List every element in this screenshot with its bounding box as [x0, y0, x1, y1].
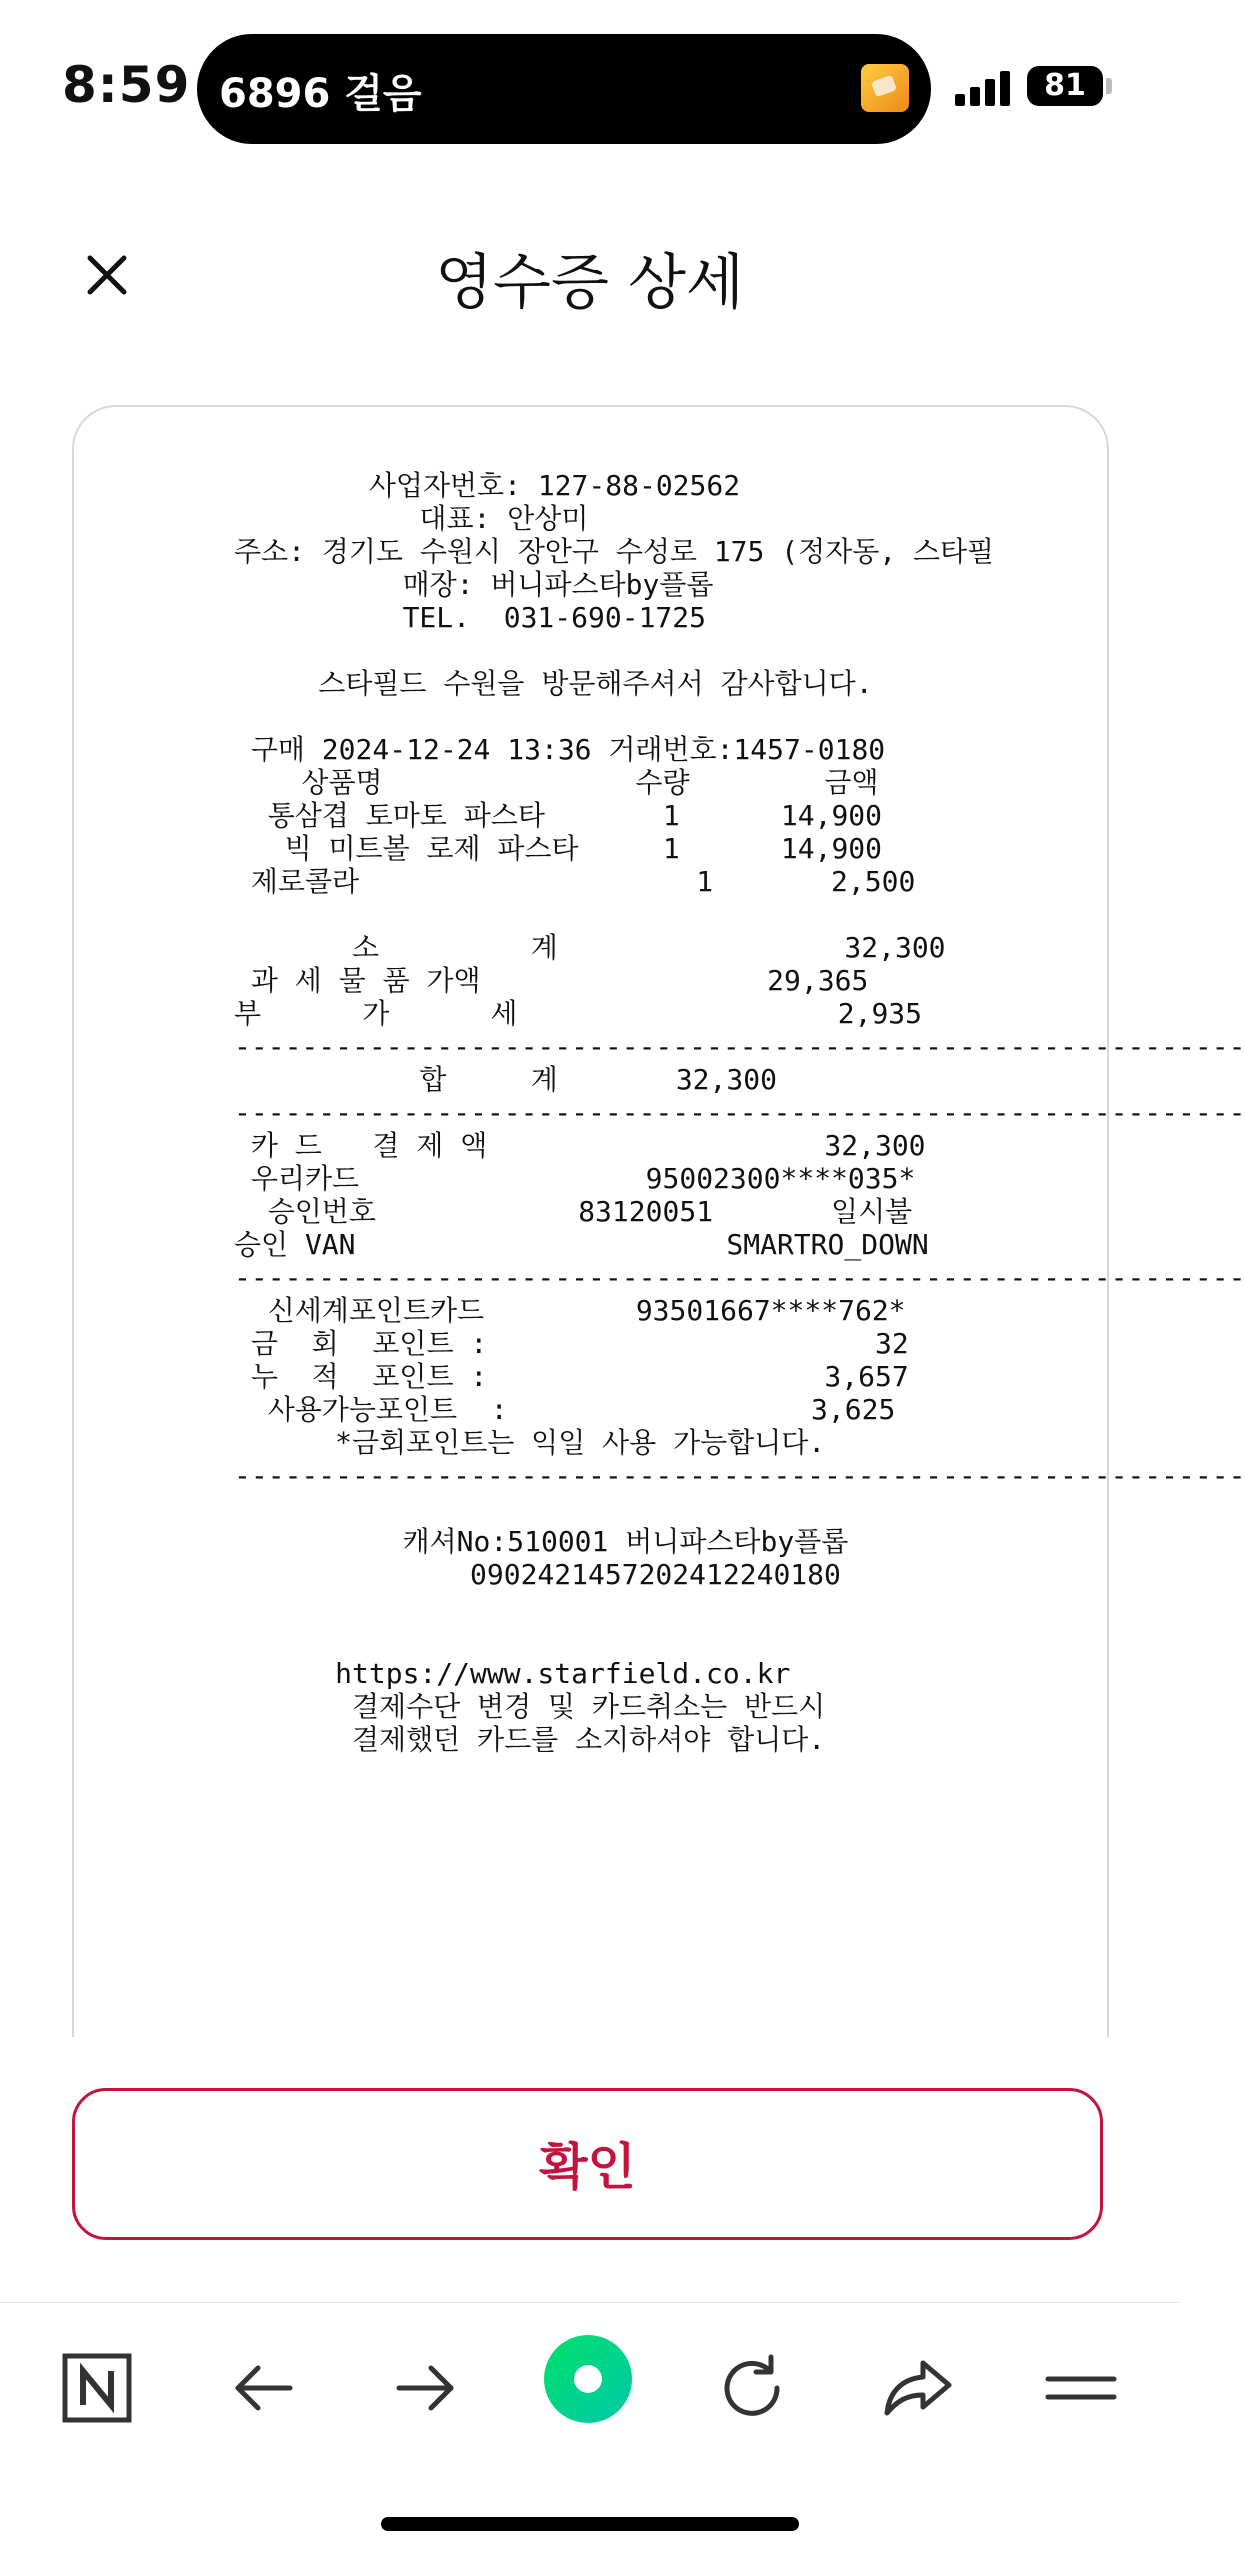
receipt-line: 통삼겹 토마토 파스타 1 14,900	[234, 799, 883, 832]
receipt-line: 카 드 결 제 액 32,300	[234, 1129, 926, 1162]
receipt-line: 사용가능포인트 : 3,625	[234, 1393, 896, 1426]
receipt-line: 매장: 버니파스타by플롭	[234, 568, 714, 601]
back-button[interactable]	[218, 2343, 308, 2433]
receipt-line: 금 회 포인트 : 32	[234, 1327, 909, 1360]
hamburger-menu-icon	[1036, 2343, 1126, 2433]
receipt-divider: ------------------------------------------------------------	[234, 1030, 1245, 1063]
receipt-divider: ------------------------------------------------------------	[234, 1459, 1245, 1492]
naver-n-icon	[52, 2343, 142, 2433]
battery-cap	[1106, 78, 1112, 94]
receipt-line: 소 계 32,300	[234, 931, 946, 964]
green-dot-button[interactable]	[542, 2333, 634, 2425]
receipt-line: TEL. 031-690-1725	[234, 601, 707, 634]
confirm-button[interactable]: 확인	[72, 2088, 1103, 2240]
receipt-line: 결제수단 변경 및 카드취소는 반드시	[234, 1690, 826, 1723]
receipt-line: 090242145720241224018​0	[234, 1558, 841, 1591]
receipt-divider: ------------------------------------------------------------	[234, 1261, 1245, 1294]
step-count: 6896 걸음	[219, 71, 422, 117]
share-icon	[873, 2343, 963, 2433]
green-circle-icon	[542, 2333, 634, 2425]
signal-icon	[955, 68, 1015, 106]
reload-icon	[707, 2343, 797, 2433]
reload-button[interactable]	[707, 2343, 797, 2433]
receipt-line: 합 계 32,300	[234, 1063, 777, 1096]
page-title: 영수증 상세	[435, 248, 744, 318]
receipt-text	[234, 469, 1245, 1756]
receipt-line	[234, 1492, 944, 1525]
receipt-line	[234, 634, 944, 667]
receipt-card[interactable]	[72, 405, 1245, 2037]
receipt-line: 사업자번호: 127-88-02562	[234, 469, 741, 502]
receipt-line: *금회포인트는 익일 사용 가능합니다.	[234, 1426, 826, 1459]
dynamic-island[interactable]	[197, 34, 931, 144]
receipt-line	[234, 700, 944, 733]
activity-app-icon	[861, 64, 909, 112]
receipt-line: 승인번호 83120051 일시불	[234, 1195, 913, 1228]
share-button[interactable]	[873, 2343, 963, 2433]
receipt-line: 승인 VAN SMARTRO_DOWN	[234, 1228, 929, 1261]
receipt-line: 누 적 포인트 : 3,657	[234, 1360, 909, 1393]
receipt-line: 우리카드 95002300****035*	[234, 1162, 916, 1195]
receipt-line: 빅 미트볼 로제 파스타 1 14,900	[234, 832, 883, 865]
receipt-line: 신세계포인트카드 93501667****762*	[234, 1294, 906, 1327]
receipt-line: 스타필드 수원을 방문해주셔서 감사합니다.	[234, 667, 873, 700]
receipt-divider: ------------------------------------------------------------	[234, 1096, 1245, 1129]
receipt-line	[234, 1591, 944, 1624]
forward-button[interactable]	[381, 2343, 471, 2433]
receipt-line	[234, 1624, 944, 1657]
receipt-line	[234, 898, 944, 931]
home-indicator	[381, 2517, 799, 2531]
receipt-line: 과 세 물 품 가액 29,365	[234, 964, 869, 997]
receipt-line: 캐셔No:510001 버니파스타by플롭	[234, 1525, 849, 1558]
battery-icon: 81	[1027, 66, 1103, 106]
status-time: 8:59	[62, 56, 191, 114]
receipt-line: 결제했던 카드를 소지하셔야 합니다.	[234, 1723, 826, 1756]
menu-button[interactable]	[1036, 2343, 1126, 2433]
arrow-right-icon	[381, 2343, 471, 2433]
arrow-left-icon	[218, 2343, 308, 2433]
receipt-line: 제로콜라 1 2,500	[234, 865, 916, 898]
receipt-line: 구매 2024-12-24 13:36 거래번호:1457-0180	[234, 733, 886, 766]
receipt-line: 부 가 세 2,935	[234, 997, 923, 1030]
receipt-line: 상품명 수량 금액	[234, 766, 879, 799]
receipt-line: 대표: 안상미	[234, 502, 589, 535]
naver-home-button[interactable]	[52, 2343, 142, 2433]
receipt-line: 주소: 경기도 수원시 장안구 수성로 175 (정자동, 스타필	[234, 535, 995, 568]
receipt-line: https://www.starfield.co.kr	[234, 1657, 791, 1690]
